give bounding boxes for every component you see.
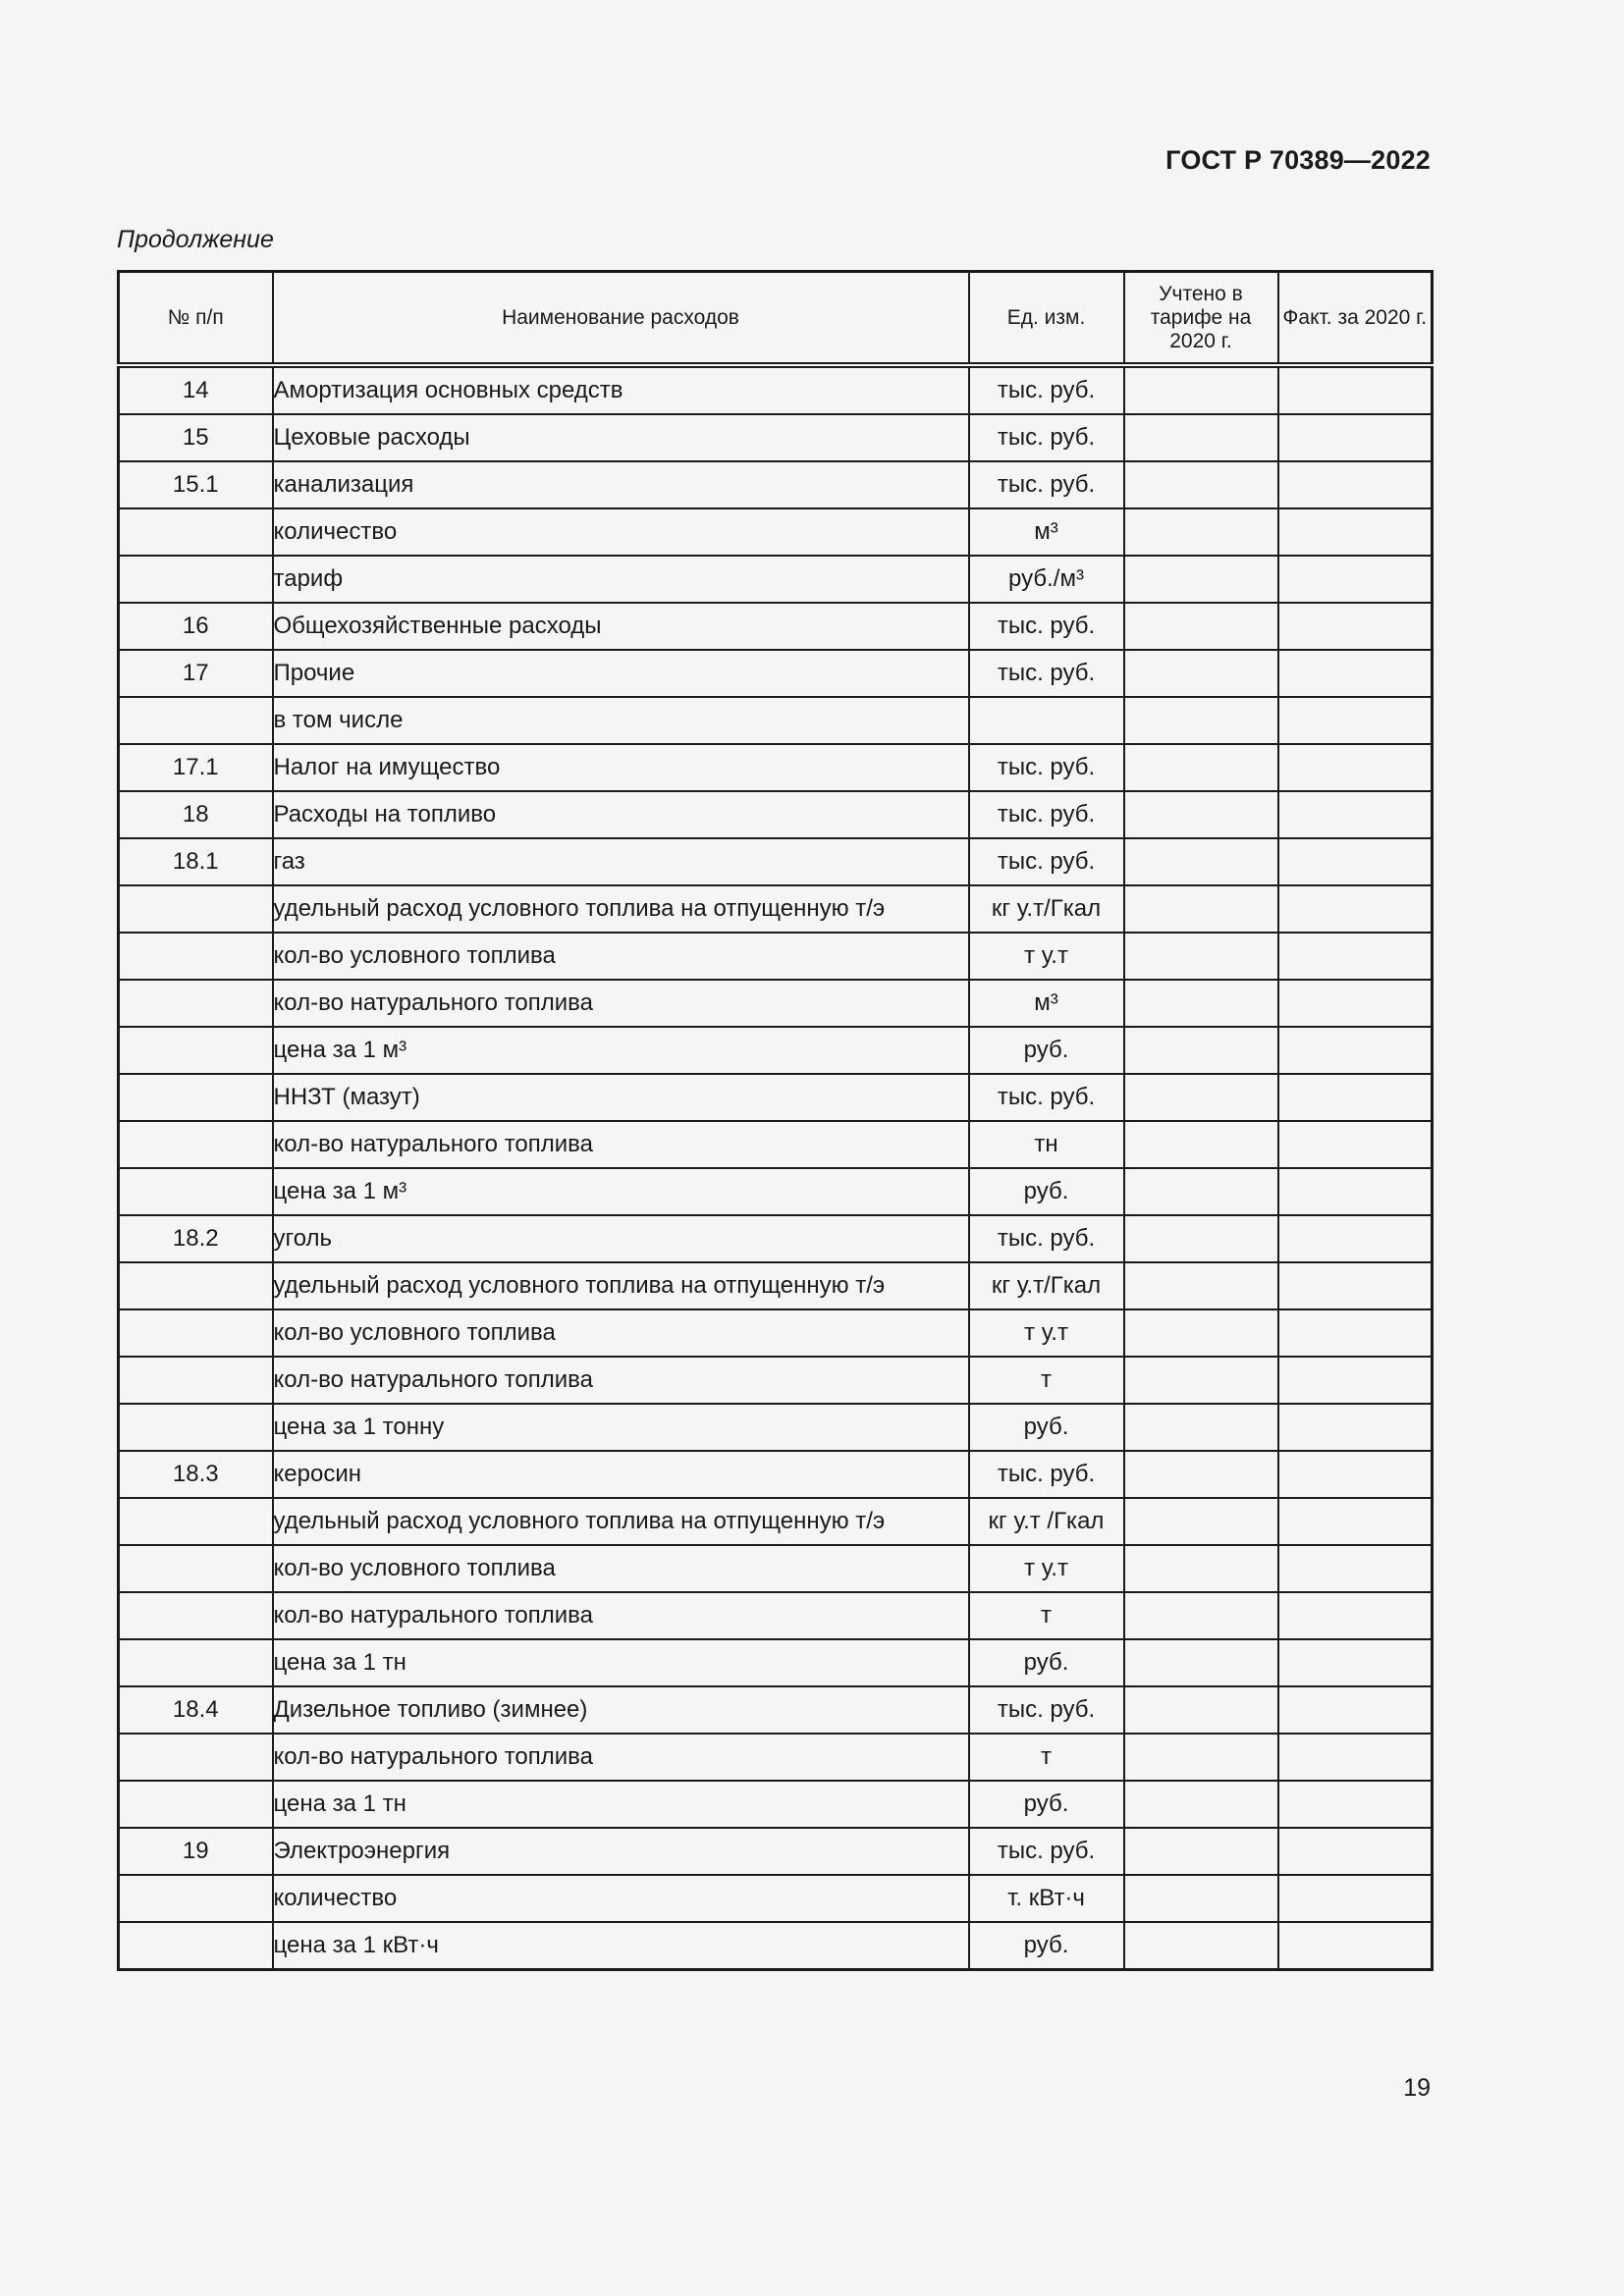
unit-cell: тыс. руб. <box>969 414 1124 461</box>
table-body <box>119 365 1433 1970</box>
actual-2020-cell <box>1278 1215 1433 1262</box>
tariff-2020-cell <box>1124 1309 1278 1357</box>
continuation-label: Продолжение <box>117 226 274 253</box>
unit-cell: тыс. руб. <box>969 1686 1124 1734</box>
tariff-2020-cell <box>1124 933 1278 980</box>
table-row <box>119 1262 1433 1309</box>
actual-2020-cell <box>1278 1027 1433 1074</box>
column-header-unit: Ед. изм. <box>969 272 1124 366</box>
unit-cell: руб. <box>969 1027 1124 1074</box>
table-row <box>119 1686 1433 1734</box>
actual-2020-cell <box>1278 1168 1433 1215</box>
table-row <box>119 838 1433 885</box>
table-row <box>119 1357 1433 1404</box>
tariff-2020-cell <box>1124 1121 1278 1168</box>
actual-2020-cell <box>1278 1875 1433 1922</box>
actual-2020-cell <box>1278 980 1433 1027</box>
tariff-2020-cell <box>1124 744 1278 791</box>
row-number-cell: 18.1 <box>119 838 273 885</box>
row-number-cell <box>119 1309 273 1357</box>
actual-2020-cell <box>1278 744 1433 791</box>
expense-name-cell: кол-во натурального топлива <box>273 1121 969 1168</box>
tariff-2020-cell <box>1124 1734 1278 1781</box>
row-number-cell <box>119 980 273 1027</box>
unit-cell: тыс. руб. <box>969 1074 1124 1121</box>
row-number-cell: 17 <box>119 650 273 697</box>
row-number-cell <box>119 1875 273 1922</box>
expense-name-cell: цена за 1 тн <box>273 1781 969 1828</box>
actual-2020-cell <box>1278 1639 1433 1686</box>
unit-cell: тыс. руб. <box>969 650 1124 697</box>
expense-name-cell: кол-во условного топлива <box>273 933 969 980</box>
column-header-tariff-2020: Учтено в тарифе на 2020 г. <box>1124 272 1278 366</box>
unit-cell: руб./м³ <box>969 556 1124 603</box>
table-row <box>119 1027 1433 1074</box>
row-number-cell: 15 <box>119 414 273 461</box>
row-number-cell <box>119 933 273 980</box>
unit-cell: т <box>969 1592 1124 1639</box>
actual-2020-cell <box>1278 1074 1433 1121</box>
expense-name-cell: количество <box>273 508 969 556</box>
actual-2020-cell <box>1278 1828 1433 1875</box>
table-row <box>119 1545 1433 1592</box>
tariff-2020-cell <box>1124 1215 1278 1262</box>
table-row <box>119 1121 1433 1168</box>
table-row <box>119 1875 1433 1922</box>
expense-name-cell: ННЗТ (мазут) <box>273 1074 969 1121</box>
unit-cell: тн <box>969 1121 1124 1168</box>
expense-name-cell: удельный расход условного топлива на отпущенную т/э <box>273 1498 969 1545</box>
tariff-2020-cell <box>1124 1074 1278 1121</box>
unit-cell: м³ <box>969 980 1124 1027</box>
table-row <box>119 1498 1433 1545</box>
actual-2020-cell <box>1278 365 1433 414</box>
row-number-cell: 14 <box>119 365 273 414</box>
actual-2020-cell <box>1278 1309 1433 1357</box>
unit-cell: тыс. руб. <box>969 461 1124 508</box>
actual-2020-cell <box>1278 556 1433 603</box>
expense-name-cell: кол-во условного топлива <box>273 1309 969 1357</box>
expense-name-cell: количество <box>273 1875 969 1922</box>
cost-items-table <box>117 270 1434 1971</box>
row-number-cell <box>119 697 273 744</box>
actual-2020-cell <box>1278 1121 1433 1168</box>
table-row <box>119 791 1433 838</box>
row-number-cell: 17.1 <box>119 744 273 791</box>
row-number-cell: 16 <box>119 603 273 650</box>
row-number-cell <box>119 1404 273 1451</box>
actual-2020-cell <box>1278 1545 1433 1592</box>
row-number-cell: 18 <box>119 791 273 838</box>
expense-name-cell: Налог на имущество <box>273 744 969 791</box>
actual-2020-cell <box>1278 1451 1433 1498</box>
table-row <box>119 885 1433 933</box>
expense-name-cell: Прочие <box>273 650 969 697</box>
expense-name-cell: цена за 1 м³ <box>273 1027 969 1074</box>
tariff-2020-cell <box>1124 1451 1278 1498</box>
page-number: 19 <box>1403 2074 1431 2102</box>
expense-name-cell: кол-во натурального топлива <box>273 1357 969 1404</box>
table-row <box>119 933 1433 980</box>
expense-name-cell: Амортизация основных средств <box>273 365 969 414</box>
actual-2020-cell <box>1278 1922 1433 1970</box>
unit-cell: тыс. руб. <box>969 1451 1124 1498</box>
tariff-2020-cell <box>1124 508 1278 556</box>
unit-cell: т. кВт·ч <box>969 1875 1124 1922</box>
tariff-2020-cell <box>1124 1639 1278 1686</box>
table-row <box>119 1215 1433 1262</box>
actual-2020-cell <box>1278 603 1433 650</box>
unit-cell: тыс. руб. <box>969 1215 1124 1262</box>
table-row <box>119 556 1433 603</box>
actual-2020-cell <box>1278 1404 1433 1451</box>
table-header <box>119 272 1433 366</box>
row-number-cell <box>119 1781 273 1828</box>
tariff-2020-cell <box>1124 1027 1278 1074</box>
row-number-cell: 18.2 <box>119 1215 273 1262</box>
unit-cell: тыс. руб. <box>969 744 1124 791</box>
expense-name-cell: удельный расход условного топлива на отпущенную т/э <box>273 885 969 933</box>
actual-2020-cell <box>1278 697 1433 744</box>
unit-cell: м³ <box>969 508 1124 556</box>
unit-cell <box>969 697 1124 744</box>
table-row <box>119 1734 1433 1781</box>
tariff-2020-cell <box>1124 1828 1278 1875</box>
actual-2020-cell <box>1278 1734 1433 1781</box>
row-number-cell <box>119 1922 273 1970</box>
actual-2020-cell <box>1278 414 1433 461</box>
expense-name-cell: Цеховые расходы <box>273 414 969 461</box>
unit-cell: т у.т <box>969 1309 1124 1357</box>
tariff-2020-cell <box>1124 1922 1278 1970</box>
expense-name-cell: Расходы на топливо <box>273 791 969 838</box>
row-number-cell <box>119 1074 273 1121</box>
column-header-expense-name: Наименование расходов <box>273 272 969 366</box>
unit-cell: т <box>969 1357 1124 1404</box>
tariff-2020-cell <box>1124 461 1278 508</box>
actual-2020-cell <box>1278 885 1433 933</box>
unit-cell: кг у.т/Гкал <box>969 885 1124 933</box>
expense-name-cell: кол-во натурального топлива <box>273 1734 969 1781</box>
expense-name-cell: канализация <box>273 461 969 508</box>
table-row <box>119 365 1433 414</box>
tariff-2020-cell <box>1124 1404 1278 1451</box>
row-number-cell <box>119 1168 273 1215</box>
table-row <box>119 1781 1433 1828</box>
tariff-2020-cell <box>1124 980 1278 1027</box>
actual-2020-cell <box>1278 791 1433 838</box>
header-row <box>119 272 1433 366</box>
row-number-cell <box>119 1639 273 1686</box>
table-row <box>119 1074 1433 1121</box>
tariff-2020-cell <box>1124 885 1278 933</box>
expense-name-cell: цена за 1 тн <box>273 1639 969 1686</box>
expense-name-cell: в том числе <box>273 697 969 744</box>
unit-cell: кг у.т /Гкал <box>969 1498 1124 1545</box>
tariff-2020-cell <box>1124 1875 1278 1922</box>
tariff-2020-cell <box>1124 1168 1278 1215</box>
tariff-2020-cell <box>1124 1357 1278 1404</box>
table-row <box>119 744 1433 791</box>
actual-2020-cell <box>1278 1781 1433 1828</box>
unit-cell: руб. <box>969 1404 1124 1451</box>
row-number-cell <box>119 1545 273 1592</box>
tariff-2020-cell <box>1124 556 1278 603</box>
tariff-2020-cell <box>1124 1592 1278 1639</box>
table-row <box>119 1451 1433 1498</box>
row-number-cell <box>119 1734 273 1781</box>
unit-cell: тыс. руб. <box>969 603 1124 650</box>
tariff-2020-cell <box>1124 1545 1278 1592</box>
row-number-cell <box>119 1027 273 1074</box>
expense-name-cell: уголь <box>273 1215 969 1262</box>
expense-name-cell: тариф <box>273 556 969 603</box>
table-row <box>119 508 1433 556</box>
unit-cell: руб. <box>969 1781 1124 1828</box>
actual-2020-cell <box>1278 508 1433 556</box>
tariff-2020-cell <box>1124 365 1278 414</box>
table-row <box>119 980 1433 1027</box>
actual-2020-cell <box>1278 650 1433 697</box>
tariff-2020-cell <box>1124 1498 1278 1545</box>
unit-cell: руб. <box>969 1922 1124 1970</box>
actual-2020-cell <box>1278 1498 1433 1545</box>
actual-2020-cell <box>1278 1357 1433 1404</box>
row-number-cell <box>119 1592 273 1639</box>
unit-cell: т у.т <box>969 933 1124 980</box>
tariff-2020-cell <box>1124 414 1278 461</box>
expense-name-cell: керосин <box>273 1451 969 1498</box>
unit-cell: тыс. руб. <box>969 1828 1124 1875</box>
actual-2020-cell <box>1278 933 1433 980</box>
expense-name-cell: Общехозяйственные расходы <box>273 603 969 650</box>
expense-name-cell: газ <box>273 838 969 885</box>
unit-cell: кг у.т/Гкал <box>969 1262 1124 1309</box>
table-row <box>119 697 1433 744</box>
row-number-cell: 15.1 <box>119 461 273 508</box>
row-number-cell <box>119 556 273 603</box>
expense-name-cell: кол-во натурального топлива <box>273 1592 969 1639</box>
row-number-cell: 18.3 <box>119 1451 273 1498</box>
tariff-2020-cell <box>1124 1262 1278 1309</box>
table-row <box>119 650 1433 697</box>
unit-cell: тыс. руб. <box>969 791 1124 838</box>
tariff-2020-cell <box>1124 838 1278 885</box>
row-number-cell <box>119 508 273 556</box>
tariff-2020-cell <box>1124 1686 1278 1734</box>
expense-name-cell: удельный расход условного топлива на отпущенную т/э <box>273 1262 969 1309</box>
table-row <box>119 1309 1433 1357</box>
actual-2020-cell <box>1278 1592 1433 1639</box>
tariff-2020-cell <box>1124 1781 1278 1828</box>
expense-name-cell: Дизельное топливо (зимнее) <box>273 1686 969 1734</box>
expense-name-cell: цена за 1 кВт·ч <box>273 1922 969 1970</box>
actual-2020-cell <box>1278 1686 1433 1734</box>
unit-cell: тыс. руб. <box>969 838 1124 885</box>
row-number-cell: 18.4 <box>119 1686 273 1734</box>
table-row <box>119 414 1433 461</box>
expense-name-cell: цена за 1 тонну <box>273 1404 969 1451</box>
unit-cell: т у.т <box>969 1545 1124 1592</box>
table-row <box>119 1404 1433 1451</box>
unit-cell: руб. <box>969 1639 1124 1686</box>
unit-cell: тыс. руб. <box>969 365 1124 414</box>
standard-designation: ГОСТ Р 70389—2022 <box>1165 145 1431 175</box>
table-row <box>119 461 1433 508</box>
actual-2020-cell <box>1278 1262 1433 1309</box>
tariff-2020-cell <box>1124 791 1278 838</box>
unit-cell: т <box>969 1734 1124 1781</box>
row-number-cell <box>119 885 273 933</box>
actual-2020-cell <box>1278 838 1433 885</box>
table-row <box>119 1639 1433 1686</box>
column-header-actual-2020: Факт. за 2020 г. <box>1278 272 1433 366</box>
expense-name-cell: кол-во натурального топлива <box>273 980 969 1027</box>
table-row <box>119 1168 1433 1215</box>
expense-name-cell: Электроэнергия <box>273 1828 969 1875</box>
tariff-2020-cell <box>1124 650 1278 697</box>
expense-name-cell: цена за 1 м³ <box>273 1168 969 1215</box>
unit-cell: руб. <box>969 1168 1124 1215</box>
row-number-cell <box>119 1357 273 1404</box>
row-number-cell <box>119 1498 273 1545</box>
table-row <box>119 1922 1433 1970</box>
table-row <box>119 603 1433 650</box>
row-number-cell <box>119 1121 273 1168</box>
row-number-cell: 19 <box>119 1828 273 1875</box>
tariff-2020-cell <box>1124 603 1278 650</box>
tariff-2020-cell <box>1124 697 1278 744</box>
column-header-number: № п/п <box>119 272 273 366</box>
expense-name-cell: кол-во условного топлива <box>273 1545 969 1592</box>
actual-2020-cell <box>1278 461 1433 508</box>
table-row <box>119 1592 1433 1639</box>
row-number-cell <box>119 1262 273 1309</box>
table-row <box>119 1828 1433 1875</box>
